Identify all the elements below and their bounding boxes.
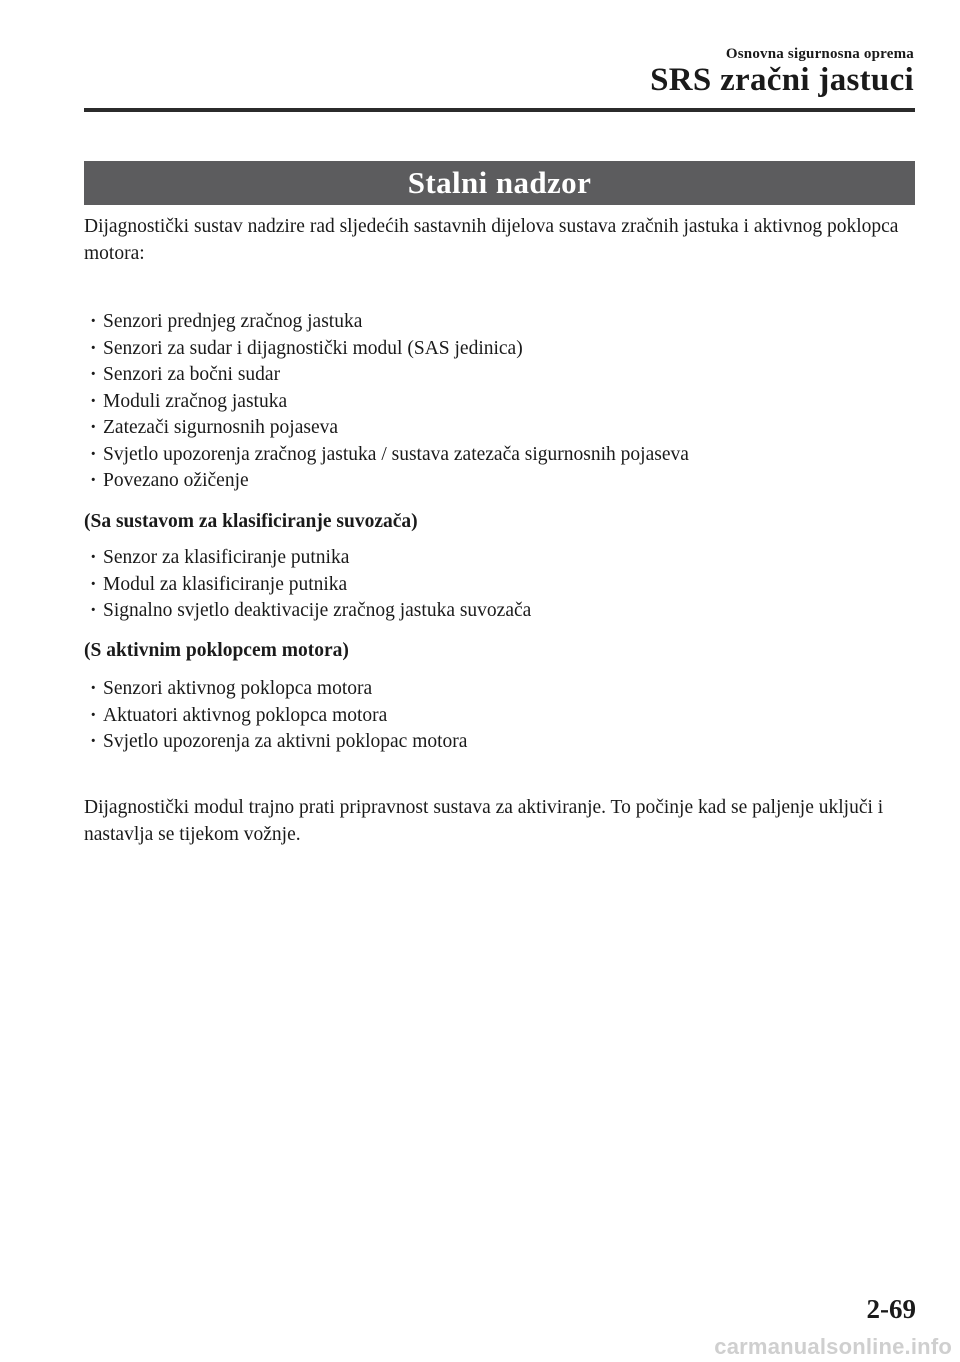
- list-item-text: Signalno svjetlo deaktivacije zračnog jastuka suvozača: [103, 600, 532, 621]
- bullet-icon: ·: [90, 311, 97, 332]
- list-item: [84, 415, 689, 442]
- bullet-icon: ·: [90, 600, 97, 621]
- active-hood-heading: (S aktivnim poklopcem motora): [84, 640, 349, 661]
- list-item-text: Modul za klasificiranje putnika: [103, 573, 348, 595]
- bullet-icon: ·: [90, 573, 97, 595]
- intro-paragraph: Dijagnostički sustav nadzire rad sljedećih sastavnih dijelova sustava zračnih jastuka i aktivnog poklopca motora:: [84, 216, 899, 264]
- page-number: 2-69: [866, 1294, 916, 1324]
- list-item: [84, 703, 467, 730]
- list-item-text: Zatezači sigurnosnih pojaseva: [103, 417, 338, 438]
- list-item-text: Senzori za sudar i dijagnostički modul (SAS jedinica): [103, 337, 523, 359]
- bullet-icon: ·: [90, 443, 97, 465]
- list-item: [84, 442, 689, 469]
- list-item: [84, 336, 689, 363]
- outro-paragraph: Dijagnostički modul trajno prati pripravnost sustava za aktiviranje. To počinje kad se paljenje uključi i nastavlja se tijekom vožnje.: [84, 797, 884, 845]
- list-item-text: Moduli zračnog jastuka: [103, 390, 288, 412]
- passenger-classification-list: [84, 545, 531, 625]
- chapter-subtitle: Osnovna sigurnosna oprema: [725, 46, 914, 62]
- passenger-classification-heading: (Sa sustavom za klasificiranje suvozača): [84, 511, 418, 532]
- bullet-icon: ·: [90, 390, 97, 412]
- list-item-text: Senzori prednjeg zračnog jastuka: [103, 311, 363, 332]
- list-item-text: Senzori za bočni sudar: [103, 364, 281, 385]
- watermark-text: carmanualsonline.info: [714, 1334, 952, 1359]
- list-item-text: Aktuatori aktivnog poklopca motora: [103, 704, 388, 726]
- list-item-text: Senzori aktivnog poklopca motora: [103, 678, 373, 699]
- section-title-banner: Stalni nadzor: [84, 161, 915, 205]
- bullet-icon: ·: [90, 364, 97, 385]
- list-item: [84, 676, 467, 703]
- active-hood-list: [84, 676, 467, 756]
- header-divider: [84, 108, 915, 112]
- bullet-icon: ·: [90, 470, 97, 491]
- list-item: [84, 545, 531, 572]
- list-item: [84, 598, 531, 625]
- list-item: [84, 389, 689, 416]
- list-item-text: Svjetlo upozorenja zračnog jastuka / sustava zatezača sigurnosnih pojaseva: [103, 443, 689, 465]
- list-item: [84, 572, 531, 599]
- bullet-icon: ·: [90, 337, 97, 359]
- monitored-components-list: [84, 309, 689, 495]
- list-item-text: Povezano ožičenje: [103, 470, 249, 491]
- list-item: [84, 362, 689, 389]
- bullet-icon: ·: [90, 704, 97, 726]
- bullet-icon: ·: [90, 417, 97, 438]
- bullet-icon: ·: [90, 547, 97, 568]
- bullet-icon: ·: [90, 731, 97, 752]
- bullet-icon: ·: [90, 678, 97, 699]
- list-item-text: Senzor za klasificiranje putnika: [103, 547, 350, 568]
- chapter-title: SRS zračni jastuci: [650, 62, 914, 98]
- list-item-text: Svjetlo upozorenja za aktivni poklopac motora: [103, 731, 468, 752]
- list-item: [84, 468, 689, 495]
- list-item: [84, 309, 689, 336]
- list-item: [84, 729, 467, 756]
